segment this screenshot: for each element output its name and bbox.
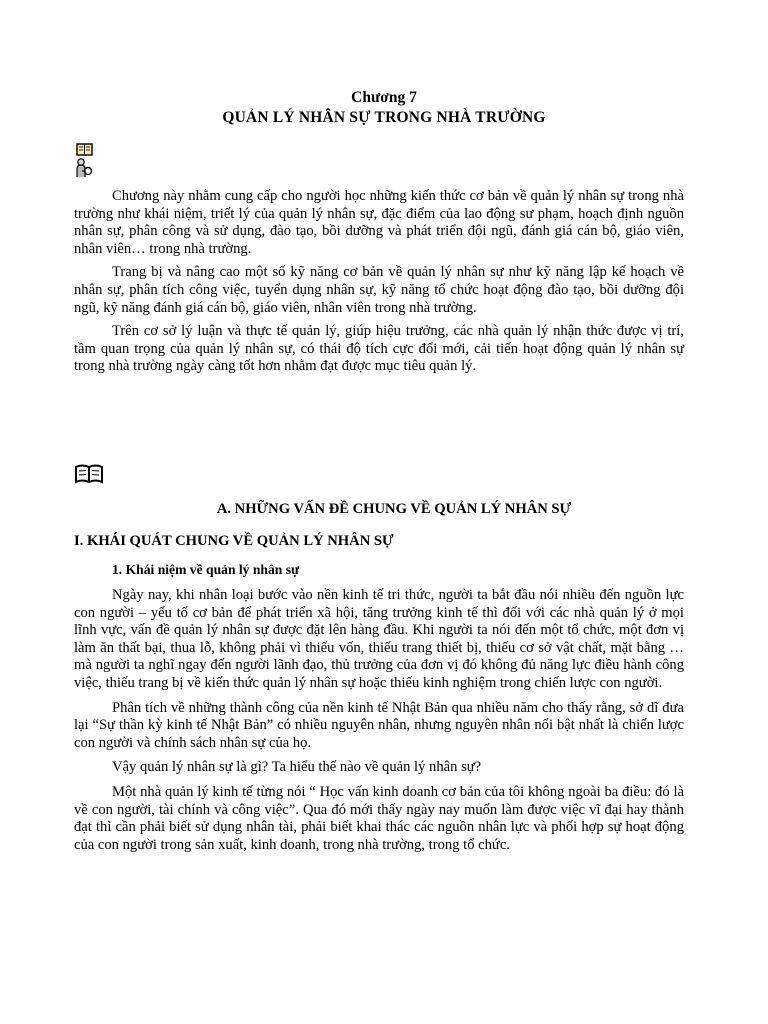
intro-section [74, 188, 684, 382]
body-paragraph: Một nhà quản lý kinh tế từng nói “ Học vấn kinh doanh cơ bản của tôi không ngoài ba điều: đó là về con người, tài chính và công việc”. Qua đó mới thấy ngày nay muốn làm được việc vĩ đại hay thành đạt thì cần phải biết sử dụng nhân tài, phải biết khai thác các nguồn nhân lực và phối hợp sự hoạt động của con người trong sản xuất, kinh doanh, trong nhà trường, trong tổ chức. [74, 783, 684, 853]
chapter-title: QUẢN LÝ NHÂN SỰ TRONG NHÀ TRƯỜNG [222, 109, 546, 126]
intro-paragraph: Chương này nhằm cung cấp cho người học những kiến thức cơ bản về quản lý nhân sự trong nhà trường như khái niệm, triết lý của quản lý nhân sự, đặc điểm của lao động sư phạm, hoạch định nguồn nhân sự, phân công và sử dụng, đào tạo, bồi dưỡng và phát triển đội ngũ, đánh giá cán bộ, giáo viên, nhân viên… trong nhà trường. [74, 188, 684, 257]
main-section [74, 587, 684, 861]
section-a-title: A. NHỮNG VẤN ĐỀ CHUNG VỀ QUẢN LÝ NHÂN SỰ [216, 501, 572, 517]
open-book-icon [74, 463, 104, 485]
body-paragraph: Ngày nay, khi nhân loại bước vào nền kinh tế tri thức, người ta bắt đầu nói nhiều đến nguồn lực con người – yếu tố cơ bản để phát triển xã hội, tăng trưởng kinh tế thì đối với các nhà quản lý ở mọi lĩnh vực, vấn đề quản lý nhân sự được đặt lên hàng đầu. Khi người ta nói đến một tổ chức, một đơn vị làm ăn thất bại, thua lỗ, không phải vì thiếu vốn, thiếu trang thiết bị, thiếu cơ sở vật chất, mặt bằng … mà người ta nghĩ ngay đến người lãnh đạo, thủ trưởng của đơn vị đó không đủ năng lực điều hành công việc, thiếu trang bị về kiến thức quản lý nhân sự hoặc thiếu kinh nghiệm trong chiến lược con người. [74, 587, 684, 691]
chapter-number: Chương 7 [351, 89, 417, 106]
section-i-title: I. KHÁI QUÁT CHUNG VỀ QUẢN LÝ NHÂN SỰ [74, 533, 394, 549]
intro-paragraph: Trên cơ sở lý luận và thực tế quản lý, giúp hiệu trưởng, các nhà quản lý nhận thức được vị trí, tầm quan trọng của quản lý nhân sự, có thái độ tích cực đổi mới, cải tiến hoạt động quản lý nhân sự trong nhà trường ngày càng tốt hơn nhằm đạt được mục tiêu quản lý. [74, 323, 684, 375]
intro-paragraph: Trang bị và nâng cao một số kỹ năng cơ bản về quản lý nhân sự như kỹ năng lập kế hoạch về nhân sự, phân tích công việc, tuyển dụng nhân sự, kỹ năng tổ chức hoạt động đào tạo, bồi dưỡng đội ngũ, kỹ năng đánh giá cán bộ, giáo viên, nhân viên trong nhà trường. [74, 264, 684, 316]
subsection-1-title: 1. Khái niệm về quản lý nhân sự [112, 562, 300, 577]
chapter-heading [0, 88, 768, 128]
body-paragraph: Vậy quản lý nhân sự là gì? Ta hiểu thế nào về quản lý nhân sự? [112, 759, 482, 776]
reading-person-icon [74, 143, 96, 179]
body-paragraph: Phân tích về những thành công của nền kinh tế Nhật Bản qua nhiều năm cho thấy rằng, sở dĩ đưa lại “Sự thần kỳ kinh tế Nhật Bản” có nhiều nguyên nhân, nhưng nguyên nhân nổi bật nhất là chiến lược con người và chính sách nhân sự của họ. [74, 699, 684, 751]
